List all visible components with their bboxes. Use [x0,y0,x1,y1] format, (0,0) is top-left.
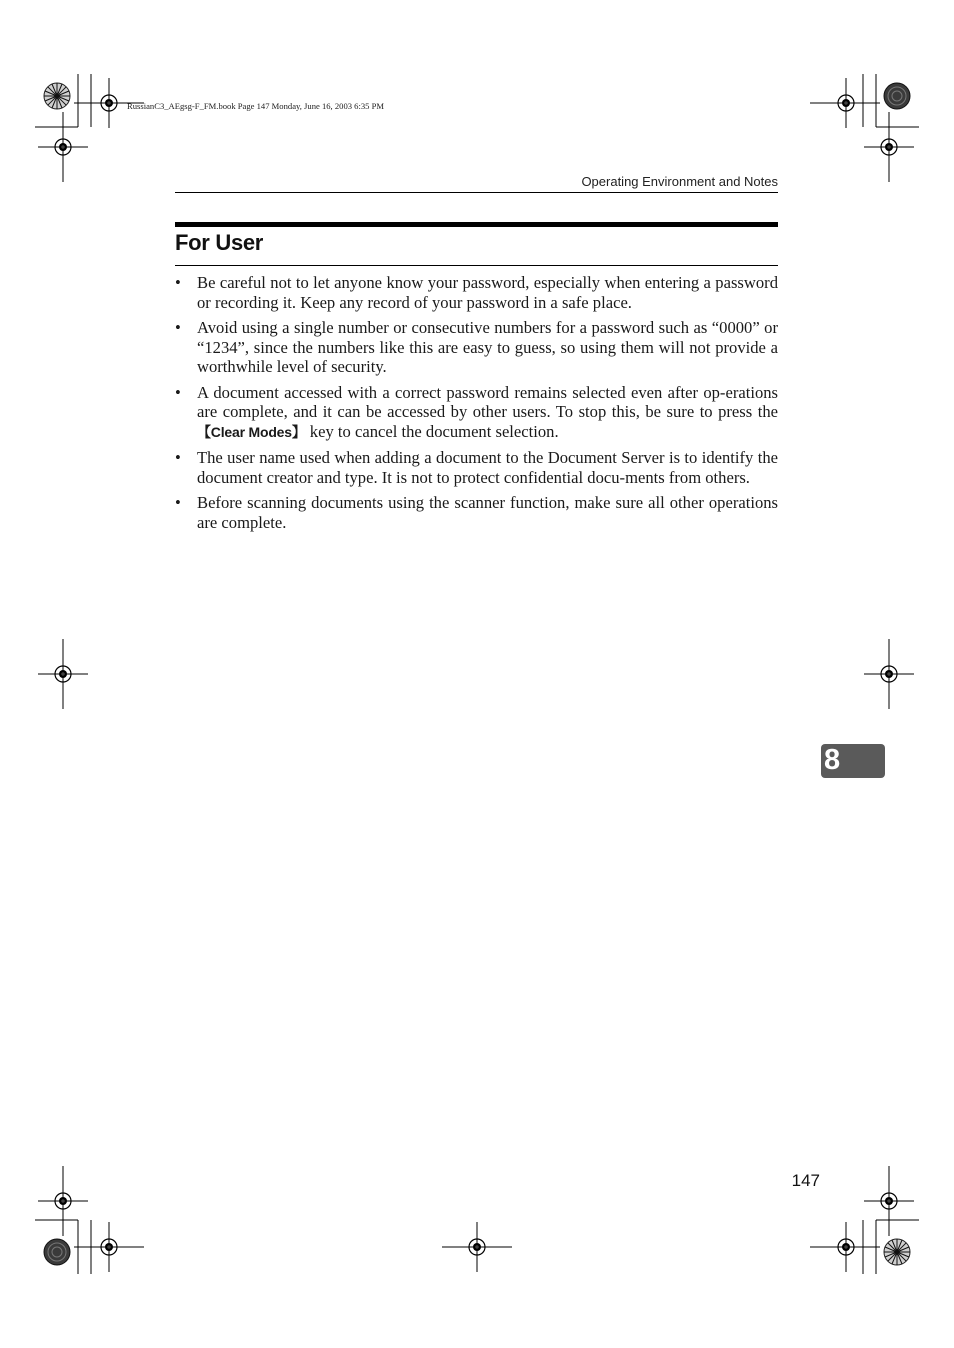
page-number: 147 [791,1171,820,1190]
chapter-number: 8 [824,744,841,776]
list-item-text: Avoid using a single number or consecutive numbers for a password such as “0000” or “1234”, since the numbers like this are easy to guess, so using them will not provide a worthwhile level of security. [197,318,778,376]
list-item [175,318,778,377]
bullet-icon: • [175,273,181,292]
print-info: RussianC3_AEgsg-F_FM.book Page 147 Monday, June 16, 2003 6:35 PM [127,101,385,111]
list-item [175,448,778,487]
list-item-text: Be careful not to let anyone know your password, especially when entering a password or recording it. Keep any record of your password in a safe place. [197,273,778,312]
list-item [175,273,778,312]
color-wheel-icon [884,83,910,109]
list-item [175,493,778,532]
heading-rule [175,222,778,227]
bullet-icon: • [175,448,181,467]
bullet-icon: • [175,382,181,402]
list-item-text: key to cancel the document selection. [305,421,559,441]
color-wheel-icon [44,83,70,109]
bullet-list [175,273,778,538]
list-item-text: The user name used when adding a document to the Document Server is to identify the document creator and type. It is not to protect confidential docu-ments from others. [197,448,778,487]
header-rule [175,192,778,193]
list-item [175,383,778,443]
bullet-icon: • [175,493,181,512]
list-item-text: Before scanning documents using the scanner function, make sure all other operations are complete. [197,493,778,532]
color-wheel-icon [884,1239,910,1265]
section-title: For User [175,230,264,255]
color-wheel-icon [44,1239,70,1265]
running-header: Operating Environment and Notes [581,174,778,189]
clear-modes-key-label: 【Clear Modes】 [197,423,306,440]
bullet-icon: • [175,318,181,337]
chapter-tab [821,744,885,778]
heading-subrule [175,265,778,266]
list-item-text: A document accessed with a correct password remains selected even after op-erations are complete, and it can be accessed by other users. To stop this, be sure to press the [197,382,778,421]
